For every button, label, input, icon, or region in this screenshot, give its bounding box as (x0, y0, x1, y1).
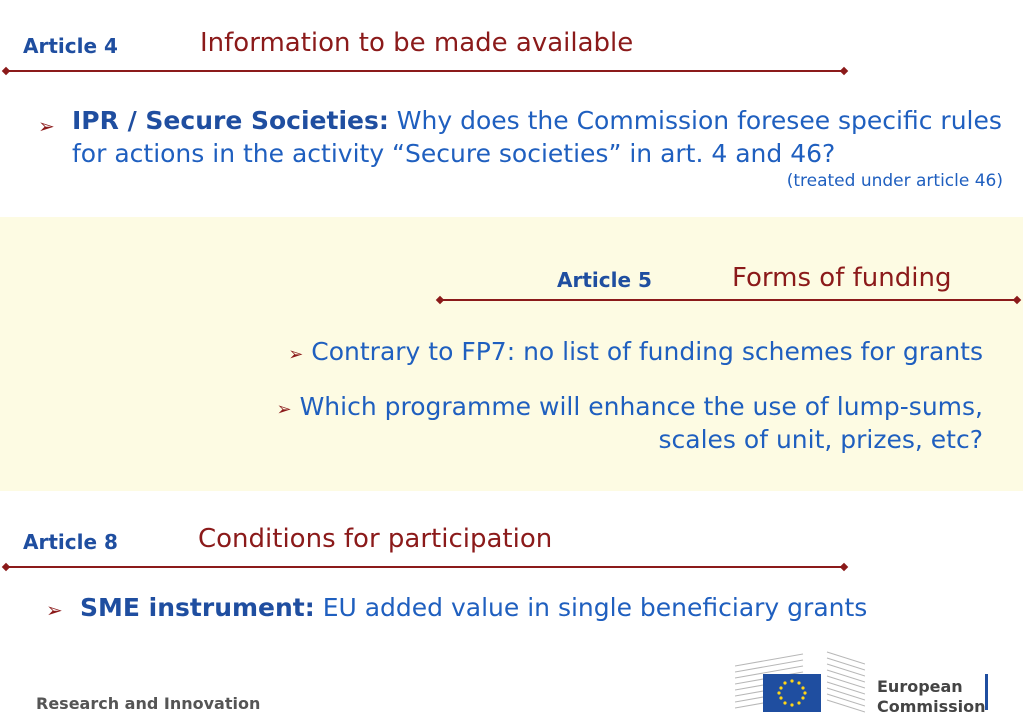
article5-bullet2-line2: scales of unit, prizes, etc? (658, 425, 983, 454)
article5-bullet1-arrow-icon: ➢ (288, 344, 304, 365)
article8-bullet (80, 591, 867, 624)
article5-label: Article 5 (557, 268, 652, 292)
article4-label: Article 4 (23, 34, 118, 58)
article8-divider (6, 566, 844, 568)
ec-logo-bar (985, 674, 988, 710)
article5-bullet1-text: Contrary to FP7: no list of funding schemes for grants (311, 337, 983, 366)
article4-bullet-text: Why does the Commission foresee specific rules for actions in the activity “Secure societies” in art. 4 and 46? (72, 106, 1002, 168)
article8-bullet-arrow-icon: ➢ (46, 598, 63, 622)
article5-bullet-2 (277, 390, 983, 426)
article4-note: (treated under article 46) (786, 171, 1003, 191)
article8-bullet-text: EU added value in single beneficiary grants (314, 593, 868, 622)
article5-bullet2-line1: Which programme will enhance the use of lump-sums, (299, 392, 983, 421)
article5-bullet2-arrow-icon: ➢ (276, 399, 292, 420)
ec-building-logo-icon (735, 646, 865, 714)
article4-bullet-arrow-icon: ➢ (38, 114, 55, 138)
article5-bullet-1 (288, 335, 983, 371)
ec-logo-line2: Commission (877, 697, 986, 716)
article4-bullet (72, 104, 1012, 170)
article8-title: Conditions for participation (198, 524, 553, 554)
article5-divider (440, 299, 1017, 301)
article4-divider (6, 70, 844, 72)
footer-research-innovation: Research and Innovation (36, 694, 261, 713)
article4-bullet-bold: IPR / Secure Societies: (72, 106, 389, 135)
ec-logo-text (877, 677, 985, 717)
article8-bullet-bold: SME instrument: (80, 593, 315, 622)
article5-title: Forms of funding (732, 263, 952, 293)
article4-title: Information to be made available (200, 28, 634, 58)
ec-logo-line1: European (877, 677, 963, 696)
article8-label: Article 8 (23, 530, 118, 554)
